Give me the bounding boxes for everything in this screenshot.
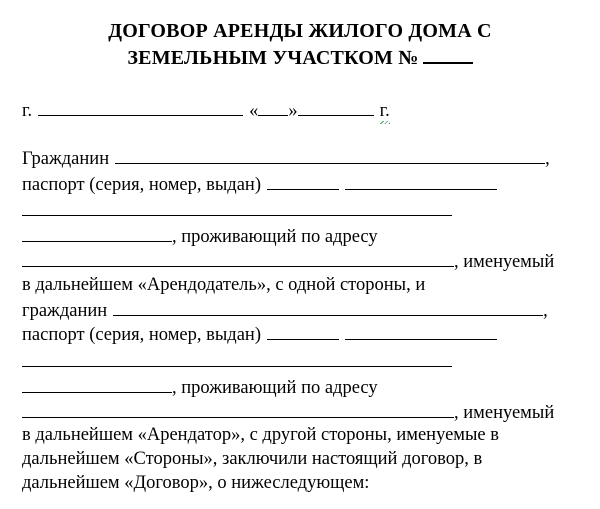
- party1-name-comma: ,: [545, 149, 550, 169]
- party2-citizen-label: гражданин: [22, 301, 108, 321]
- party1-address-label: , проживающий по адресу: [172, 227, 378, 247]
- party1-passport-issued-line: [22, 198, 452, 222]
- party2-passport-label: паспорт (серия, номер, выдан): [22, 325, 261, 345]
- party2-name-comma: ,: [543, 301, 548, 321]
- party2-role-line-2: дальнейшем «Стороны», заключили настоящий договор, в: [22, 449, 483, 469]
- party2-address-continued-line: [22, 400, 554, 424]
- party1-passport-label: паспорт (серия, номер, выдан): [22, 175, 261, 195]
- party2-address-blank[interactable]: [22, 400, 454, 418]
- title-line-1: ДОГОВОР АРЕНДЫ ЖИЛОГО ДОМА С: [108, 20, 492, 42]
- day-blank[interactable]: [258, 98, 288, 116]
- party1-role-line: в дальнейшем «Арендодатель», с одной стороны, и: [22, 275, 426, 295]
- day-quote-open: «: [249, 101, 259, 121]
- party2-passport-issued-blank[interactable]: [22, 349, 452, 367]
- contract-number-blank[interactable]: [423, 44, 473, 64]
- party2-passport-series-blank[interactable]: [267, 322, 339, 340]
- title-line-2: [0, 44, 600, 71]
- party2-address-line: [22, 375, 378, 399]
- party2-name-blank[interactable]: [113, 298, 543, 316]
- city-prefix: г.: [22, 101, 33, 121]
- city-blank[interactable]: [38, 98, 243, 116]
- party2-passport-line: [22, 322, 497, 346]
- party1-name-blank[interactable]: [115, 146, 545, 164]
- year-suffix: г.: [379, 101, 390, 121]
- party1-address-blank[interactable]: [22, 249, 454, 267]
- party2-passport-number-blank[interactable]: [345, 322, 497, 340]
- party2-address-label: , проживающий по адресу: [172, 378, 378, 398]
- party1-address-line: [22, 224, 378, 248]
- month-blank[interactable]: [298, 98, 374, 116]
- party1-citizen-label: Гражданин: [22, 149, 110, 169]
- party2-citizen-line: [22, 298, 548, 322]
- party1-passport-issued-blank[interactable]: [22, 198, 452, 216]
- date-line: [22, 98, 390, 122]
- day-quote-close: »: [288, 101, 298, 121]
- document-title: [0, 18, 600, 71]
- party1-passport-series-blank[interactable]: [267, 172, 339, 190]
- party2-residence-blank[interactable]: [22, 375, 172, 393]
- party1-address-continued-line: [22, 249, 554, 273]
- party2-passport-issued-line: [22, 349, 452, 373]
- party1-citizen-line: [22, 146, 550, 170]
- party1-named-label: , именуемый: [454, 252, 555, 272]
- party2-role-line-1: в дальнейшем «Арендатор», с другой стороны, именуемые в: [22, 425, 500, 445]
- party2-named-label: , именуемый: [454, 403, 555, 423]
- title-line-2-text: ЗЕМЕЛЬНЫМ УЧАСТКОМ №: [127, 47, 419, 69]
- party1-passport-line: [22, 172, 497, 196]
- party1-residence-blank[interactable]: [22, 224, 172, 242]
- party2-role-line-3: дальнейшем «Договор», о нижеследующем:: [22, 473, 370, 493]
- party1-passport-number-blank[interactable]: [345, 172, 497, 190]
